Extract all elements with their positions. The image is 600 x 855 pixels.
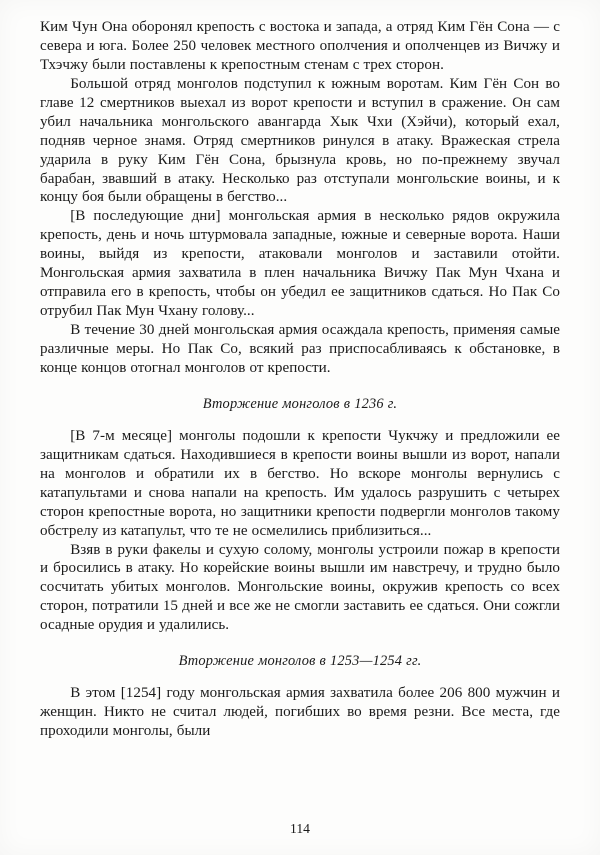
paragraph: В течение 30 дней монгольская армия осаждала крепость, применяя самые различные меры. Но Пак Со, всякий раз приспосабливаясь к обстановке, в конце концов отогнал монголов от крепости. bbox=[40, 322, 560, 376]
paragraph: [В последующие дни] монгольская армия в несколько рядов окружила крепость, день и ночь штурмовала западные, южные и северные ворота. Наши воины, выйдя из крепости, атаковали монголов и заставили отойти. Монгольская армия захватила в плен начальника Вичжу Пак Мун Чхана и отправила его в крепость, чтобы он убедил ее защитников сдаться. Но Пак Со отрубил Пак Мун Чхану голову... bbox=[40, 208, 560, 320]
paragraph: Большой отряд монголов подступил к южным воротам. Ким Гён Сон во главе 12 смертников выехал из ворот крепости и вступил в сражение. Он сам убил начальника монгольского авангарда Хык Чхи (Хэйчи), который ехал, подняв черное знамя. Отряд смертников ринулся в атаку. Вражеская стрела ударила в руку Ким Гён Сона, брызнула кровь, но по-прежнему звучал барабан, звавший в атаку. Несколько раз отступали монгольские воины, и к концу боя были обращены в бегство... bbox=[40, 75, 560, 206]
section-heading: Вторжение монголов в 1253—1254 гг. bbox=[178, 653, 422, 670]
paragraph: Взяв в руки факелы и сухую солому, монголы устроили пожар в крепости и бросились в атаку. Но корейские воины вышли им навстречу, и трудно было сосчитать убитых монголов. Монгольские воины, окружив крепость со всех сторон, потратили 15 дней и все же не смогли заставить ее сдаться. Они сожгли осадные орудия и удалились. bbox=[40, 541, 560, 634]
page-number: 114 bbox=[290, 821, 310, 836]
page-body bbox=[40, 18, 560, 741]
paragraph: В этом [1254] году монгольская армия захватила более 206 800 мужчин и женщин. Никто не считал людей, погибших во время резни. Все места, где проходили монголы, были bbox=[40, 685, 560, 740]
paragraph: [В 7-м месяце] монголы подошли к крепости Чукчжу и предложили ее защитникам сдаться. Находившиеся в крепости воины вышли из ворот, напали на монголов и обратили их в бегство. Но вскоре монголы вернулись с катапультами и снова напали на крепость. Им удалось разрушить с четырех сторон крепостные ворота, но защитники крепости подвергли монголов такому обстрелу из катапульт, что те не осмелились приблизиться... bbox=[40, 427, 560, 539]
section-heading: Вторжение монголов в 1236 г. bbox=[202, 395, 398, 412]
paragraph: Ким Чун Она оборонял крепость с востока и запада, а отряд Ким Гён Сона — с севера и юга. Более 250 человек местного ополчения и ополченцев из Вичжу и Тхэчжу были поставлены к крепостным стенам с трех сторон. bbox=[40, 19, 560, 73]
